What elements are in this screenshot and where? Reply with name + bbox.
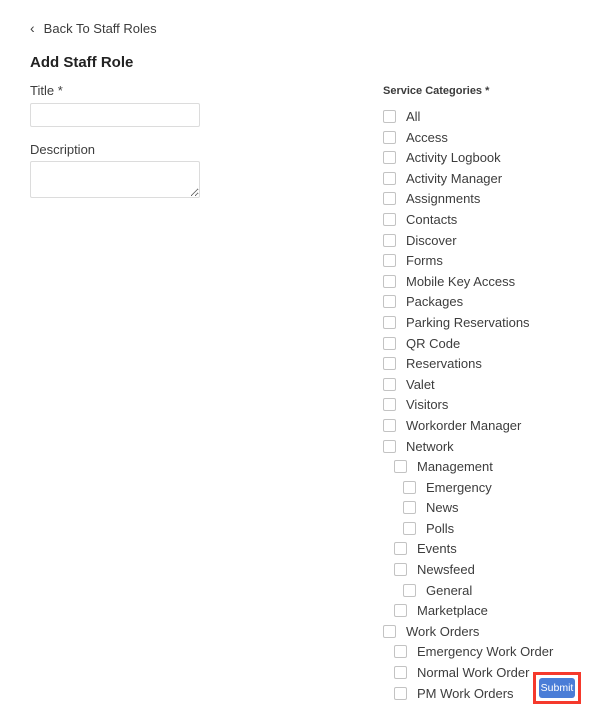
- service-category-label: Activity Manager: [406, 170, 503, 186]
- title-label: Title *: [30, 83, 63, 98]
- service-category-checkbox[interactable]: [383, 275, 396, 288]
- service-category-checkbox[interactable]: [403, 522, 416, 535]
- service-category-item[interactable]: [383, 357, 593, 370]
- service-category-label: Mobile Key Access: [406, 273, 516, 289]
- service-category-label: Activity Logbook: [406, 150, 501, 166]
- service-category-checkbox[interactable]: [383, 440, 396, 453]
- service-category-checkbox[interactable]: [383, 110, 396, 123]
- service-category-item[interactable]: [383, 337, 593, 350]
- chevron-left-icon: ‹: [30, 20, 35, 36]
- service-category-label: QR Code: [406, 335, 461, 351]
- service-category-item[interactable]: [383, 275, 593, 288]
- back-link-label: Back To Staff Roles: [43, 21, 157, 36]
- service-category-item[interactable]: [383, 234, 593, 247]
- service-category-checkbox[interactable]: [403, 501, 416, 514]
- service-category-item[interactable]: [394, 542, 593, 555]
- service-category-checkbox[interactable]: [383, 625, 396, 638]
- service-category-item[interactable]: [383, 625, 593, 638]
- service-category-item[interactable]: [383, 316, 593, 329]
- service-category-label: Forms: [406, 253, 443, 269]
- service-category-label: Workorder Manager: [406, 417, 522, 433]
- service-category-checkbox[interactable]: [394, 563, 407, 576]
- service-categories-section: [383, 86, 593, 700]
- title-input[interactable]: [30, 103, 200, 127]
- service-category-item[interactable]: [383, 192, 593, 205]
- service-category-checkbox[interactable]: [394, 666, 407, 679]
- service-category-item[interactable]: [383, 419, 593, 432]
- service-category-item[interactable]: [383, 110, 593, 123]
- service-category-label: Management: [417, 459, 493, 475]
- description-label: Description: [30, 142, 96, 157]
- description-textarea[interactable]: [30, 161, 200, 198]
- service-category-checkbox[interactable]: [383, 316, 396, 329]
- service-category-checkbox[interactable]: [394, 542, 407, 555]
- service-category-checkbox[interactable]: [383, 172, 396, 185]
- service-category-label: General: [426, 582, 473, 598]
- service-categories-label: Service Categories *: [383, 85, 490, 97]
- service-category-label: Visitors: [406, 397, 449, 413]
- service-category-label: Marketplace: [417, 603, 488, 619]
- service-category-checkbox[interactable]: [394, 604, 407, 617]
- service-category-label: Parking Reservations: [406, 314, 530, 330]
- service-category-checkbox[interactable]: [383, 378, 396, 391]
- service-category-checkbox[interactable]: [383, 398, 396, 411]
- service-category-checkbox[interactable]: [383, 337, 396, 350]
- submit-button[interactable]: Submit: [539, 678, 575, 698]
- service-category-checkbox[interactable]: [383, 419, 396, 432]
- service-category-item[interactable]: [394, 563, 593, 576]
- service-category-label: Contacts: [406, 211, 458, 227]
- service-category-label: Work Orders: [406, 623, 480, 639]
- service-category-checkbox[interactable]: [383, 213, 396, 226]
- back-to-staff-roles-link[interactable]: [30, 21, 157, 36]
- service-category-item[interactable]: [383, 131, 593, 144]
- service-category-label: PM Work Orders: [417, 685, 514, 701]
- service-category-checkbox[interactable]: [383, 192, 396, 205]
- service-category-item[interactable]: [394, 645, 593, 658]
- page-title: Add Staff Role: [30, 54, 134, 71]
- service-category-label: Discover: [406, 232, 457, 248]
- service-categories-list: [383, 110, 593, 700]
- service-category-checkbox[interactable]: [394, 460, 407, 473]
- service-category-checkbox[interactable]: [383, 254, 396, 267]
- service-category-label: Valet: [406, 376, 435, 392]
- service-category-item[interactable]: [383, 295, 593, 308]
- role-form: [30, 84, 200, 198]
- service-category-checkbox[interactable]: [403, 481, 416, 494]
- annotation-highlight-box: [533, 672, 581, 704]
- service-category-checkbox[interactable]: [383, 234, 396, 247]
- service-category-item[interactable]: [383, 254, 593, 267]
- service-category-checkbox[interactable]: [403, 584, 416, 597]
- service-category-checkbox[interactable]: [383, 357, 396, 370]
- service-category-label: News: [426, 500, 459, 516]
- service-category-label: Assignments: [406, 191, 481, 207]
- service-category-label: Polls: [426, 520, 455, 536]
- service-category-label: Events: [417, 541, 457, 557]
- service-category-label: Packages: [406, 294, 464, 310]
- service-category-label: Emergency Work Order: [417, 644, 554, 660]
- service-category-item[interactable]: [383, 213, 593, 226]
- service-category-item[interactable]: [403, 584, 593, 597]
- service-category-item[interactable]: [383, 378, 593, 391]
- service-category-label: Newsfeed: [417, 562, 475, 578]
- service-category-checkbox[interactable]: [383, 151, 396, 164]
- service-category-item[interactable]: [403, 501, 593, 514]
- service-category-item[interactable]: [394, 604, 593, 617]
- service-category-label: All: [406, 109, 421, 124]
- service-category-item[interactable]: [383, 398, 593, 411]
- service-category-item[interactable]: [383, 440, 593, 453]
- service-category-checkbox[interactable]: [394, 645, 407, 658]
- service-category-item[interactable]: [403, 522, 593, 535]
- service-category-label: Network: [406, 438, 454, 454]
- service-category-label: Access: [406, 129, 448, 145]
- service-category-item[interactable]: [383, 151, 593, 164]
- service-category-label: Normal Work Order: [417, 665, 530, 681]
- service-category-item[interactable]: [383, 172, 593, 185]
- service-category-label: Emergency: [426, 479, 492, 495]
- service-category-checkbox[interactable]: [394, 687, 407, 700]
- service-category-item[interactable]: [394, 460, 593, 473]
- service-category-label: Reservations: [406, 356, 482, 372]
- service-category-checkbox[interactable]: [383, 131, 396, 144]
- service-category-checkbox[interactable]: [383, 295, 396, 308]
- service-category-item[interactable]: [403, 481, 593, 494]
